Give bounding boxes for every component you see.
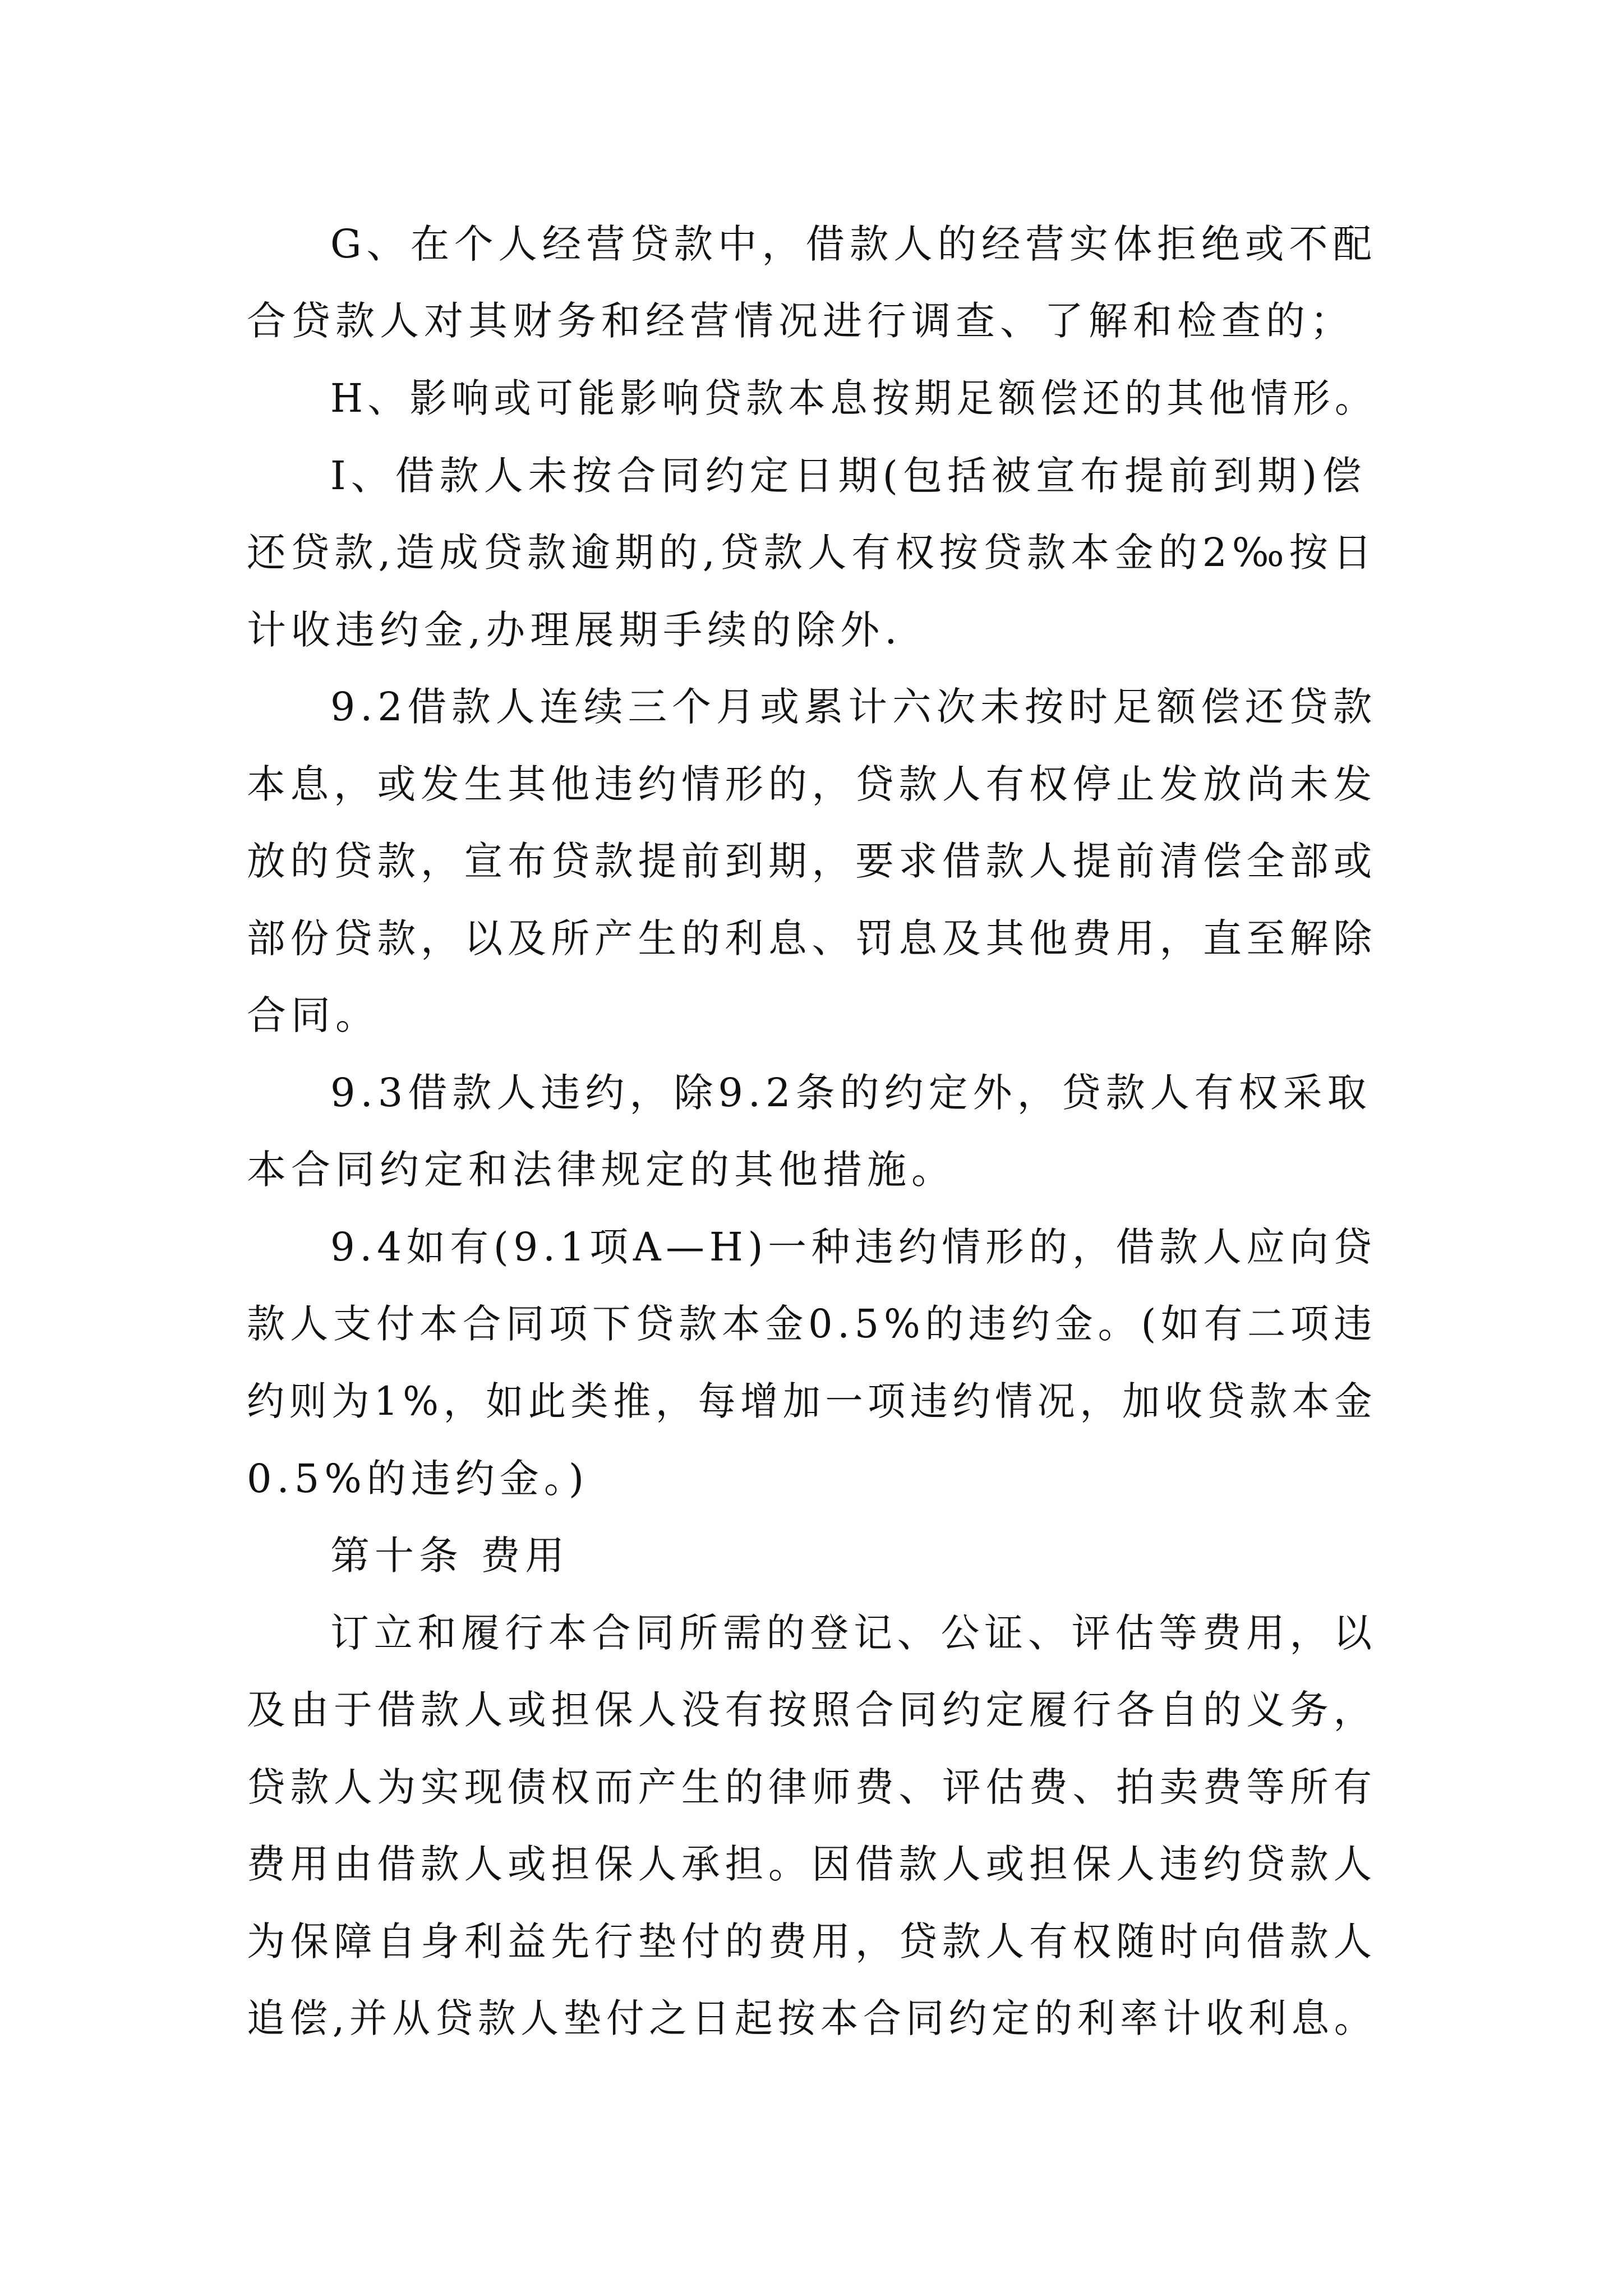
text-line: 追偿,并从贷款人垫付之日起按本合同约定的利率计收利息。 [247, 1995, 1377, 2041]
text-line: 还贷款,造成贷款逾期的,贷款人有权按贷款本金的2‰按日 [247, 530, 1377, 576]
text-line: 本息，或发生其他违约情形的，贷款人有权停止发放尚未发 [247, 761, 1377, 807]
text-line: 计收违约金,办理展期手续的除外. [247, 607, 902, 653]
text-line: 0.5%的违约金。) [247, 1456, 589, 1502]
text-line: 费用由借款人或担保人承担。因借款人或担保人违约贷款人 [247, 1841, 1377, 1887]
text-line: 部份贷款，以及所产生的利息、罚息及其他费用，直至解除 [247, 915, 1377, 961]
text-line: 订立和履行本合同所需的登记、公证、评估等费用，以 [330, 1610, 1377, 1656]
text-line: 合贷款人对其财务和经营情况进行调查、了解和检查的； [247, 298, 1354, 344]
text-line: 约则为1%，如此类推，每增加一项违约情况，加收贷款本金 [247, 1378, 1377, 1424]
text-line: 合同。 [247, 992, 380, 1038]
text-line: 本合同约定和法律规定的其他措施。 [247, 1147, 956, 1193]
text-line: G、在个人经营贷款中，借款人的经营实体拒绝或不配 [330, 221, 1377, 267]
section-heading: 第十条 费用 [330, 1533, 570, 1579]
text-line: 放的贷款，宣布贷款提前到期，要求借款人提前清偿全部或 [247, 838, 1377, 884]
text-line: 为保障自身利益先行垫付的费用，贷款人有权随时向借款人 [247, 1918, 1377, 1964]
text-line: 及由于借款人或担保人没有按照合同约定履行各自的义务， [247, 1687, 1377, 1733]
text-line: 9.2借款人连续三个月或累计六次未按时足额偿还贷款 [330, 684, 1377, 730]
text-line: H、影响或可能影响贷款本息按期足额偿还的其他情形。 [330, 375, 1377, 421]
text-line: 款人支付本合同项下贷款本金0.5%的违约金。(如有二项违 [247, 1301, 1377, 1347]
text-line: 9.3借款人违约，除9.2条的约定外，贷款人有权采取 [330, 1070, 1372, 1116]
text-line: 9.4如有(9.1项A—H)一种违约情形的，借款人应向贷 [330, 1224, 1377, 1270]
text-line: 贷款人为实现债权而产生的律师费、评估费、拍卖费等所有 [247, 1764, 1377, 1810]
text-line: Ⅰ、借款人未按合同约定日期(包括被宣布提前到期)偿 [330, 453, 1367, 499]
